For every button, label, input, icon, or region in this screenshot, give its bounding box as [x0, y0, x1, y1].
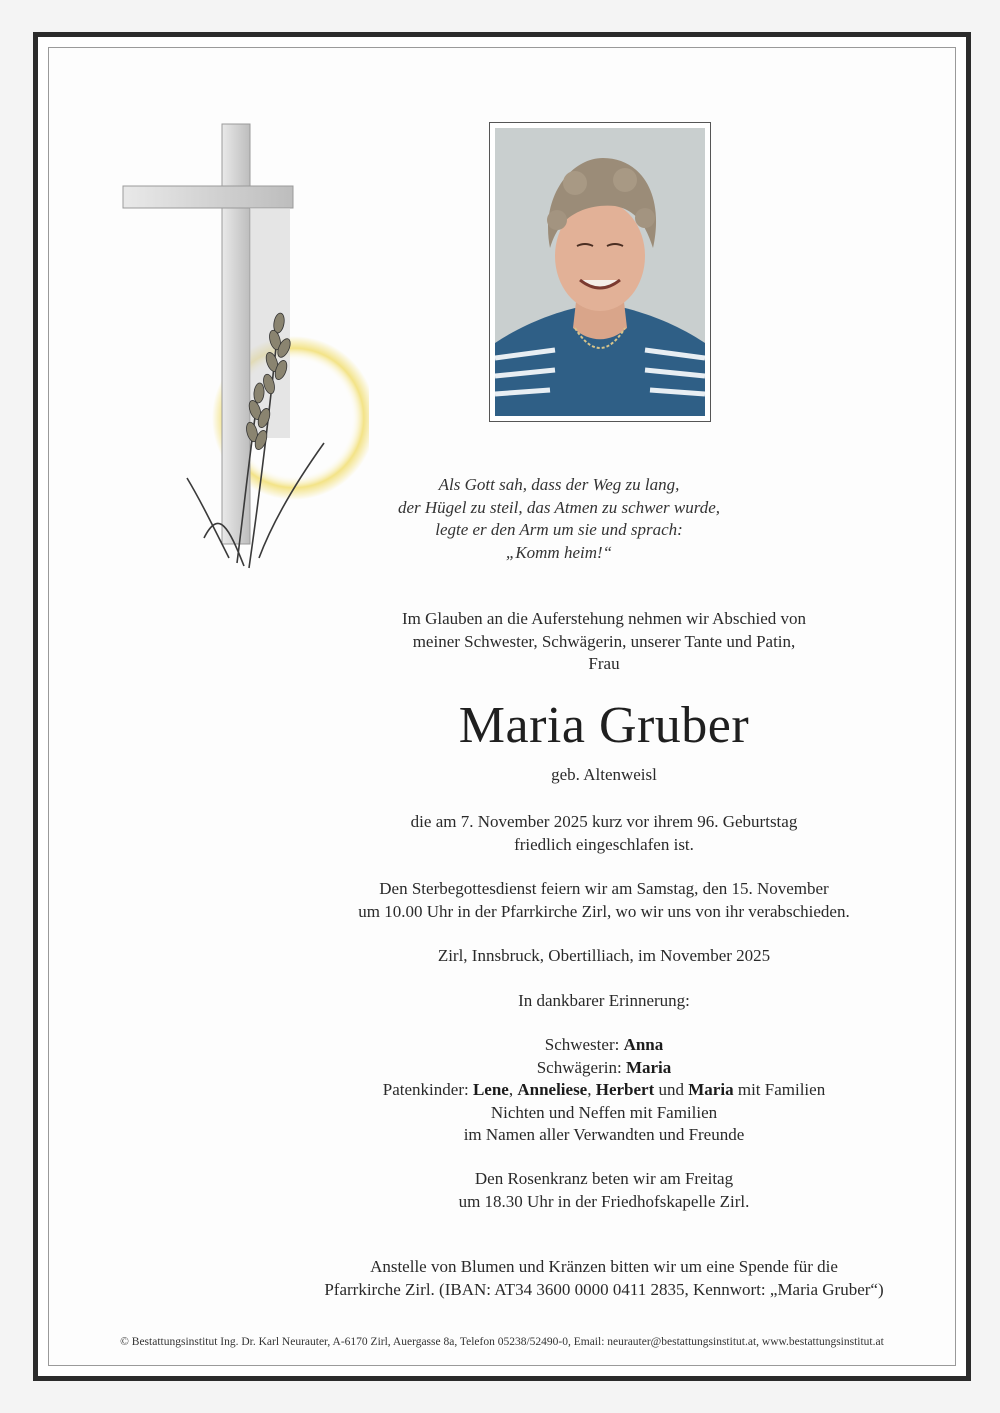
footer-imprint: © Bestattungsinstitut Ing. Dr. Karl Neurauter, A-6170 Zirl, Auergasse 8a, Telefon 05238/52490-0, Email: neurauter@bestattungsinstitut.at, www.bestattungsinstitut.at	[120, 1336, 884, 1348]
gratitude-line: In dankbarer Erinnerung:	[518, 991, 690, 1010]
donation-info	[239, 1256, 969, 1301]
mourner-godchildren: Patenkinder: Lene, Anneliese, Herbert und Maria mit Familien	[382, 1080, 826, 1099]
place-date: Zirl, Innsbruck, Obertilliach, im November 2025	[437, 946, 771, 965]
intro-line: Frau	[588, 654, 620, 673]
maiden-name: geb. Altenweisl	[551, 765, 657, 784]
mourner-relatives: im Namen aller Verwandten und Freunde	[463, 1125, 745, 1144]
service-line: Den Sterbegottesdienst feiern wir am Samstag, den 15. November	[379, 879, 829, 898]
service-info	[279, 878, 929, 923]
cross-with-wheat-icon	[109, 118, 369, 578]
death-notice	[279, 811, 929, 856]
poem-line: der Hügel zu steil, das Atmen zu schwer wurde,	[397, 497, 721, 517]
inner-frame	[48, 47, 956, 1366]
intro-text	[279, 608, 929, 676]
poem-line: Als Gott sah, dass der Weg zu lang,	[438, 475, 680, 494]
donation-line: Anstelle von Blumen und Kränzen bitten wir um eine Spende für die	[370, 1257, 838, 1276]
mourners-list	[279, 1034, 929, 1147]
rosary-line: um 18.30 Uhr in der Friedhofskapelle Zirl.	[458, 1191, 750, 1211]
poem-line: legte er den Arm um sie und sprach:	[435, 520, 683, 539]
mourner-nieces: Nichten und Neffen mit Familien	[490, 1102, 718, 1122]
death-notice-line: die am 7. November 2025 kurz vor ihrem 96. Geburtstag	[410, 812, 798, 831]
poem	[349, 474, 769, 564]
intro-line: Im Glauben an die Auferstehung nehmen wir Abschied von	[401, 609, 807, 628]
poem-line: „Komm heim!“	[505, 542, 613, 562]
mourner-sister-in-law: Schwägerin: Maria	[536, 1057, 672, 1077]
rosary-info	[279, 1168, 929, 1213]
service-line: um 10.00 Uhr in der Pfarrkirche Zirl, wo wir uns von ihr verabschieden.	[358, 901, 850, 921]
deceased-name: Maria Gruber	[458, 697, 750, 754]
donation-line: Pfarrkirche Zirl. (IBAN: AT34 3600 0000 0411 2835, Kennwort: „Maria Gruber“)	[324, 1279, 884, 1299]
portrait-photo	[489, 122, 711, 422]
outer-frame	[33, 32, 971, 1381]
rosary-line: Den Rosenkranz beten wir am Freitag	[474, 1169, 734, 1188]
intro-line: meiner Schwester, Schwägerin, unserer Tante und Patin,	[412, 631, 796, 651]
death-notice-line: friedlich eingeschlafen ist.	[514, 834, 694, 854]
mourner-sister: Schwester: Anna	[544, 1035, 664, 1054]
